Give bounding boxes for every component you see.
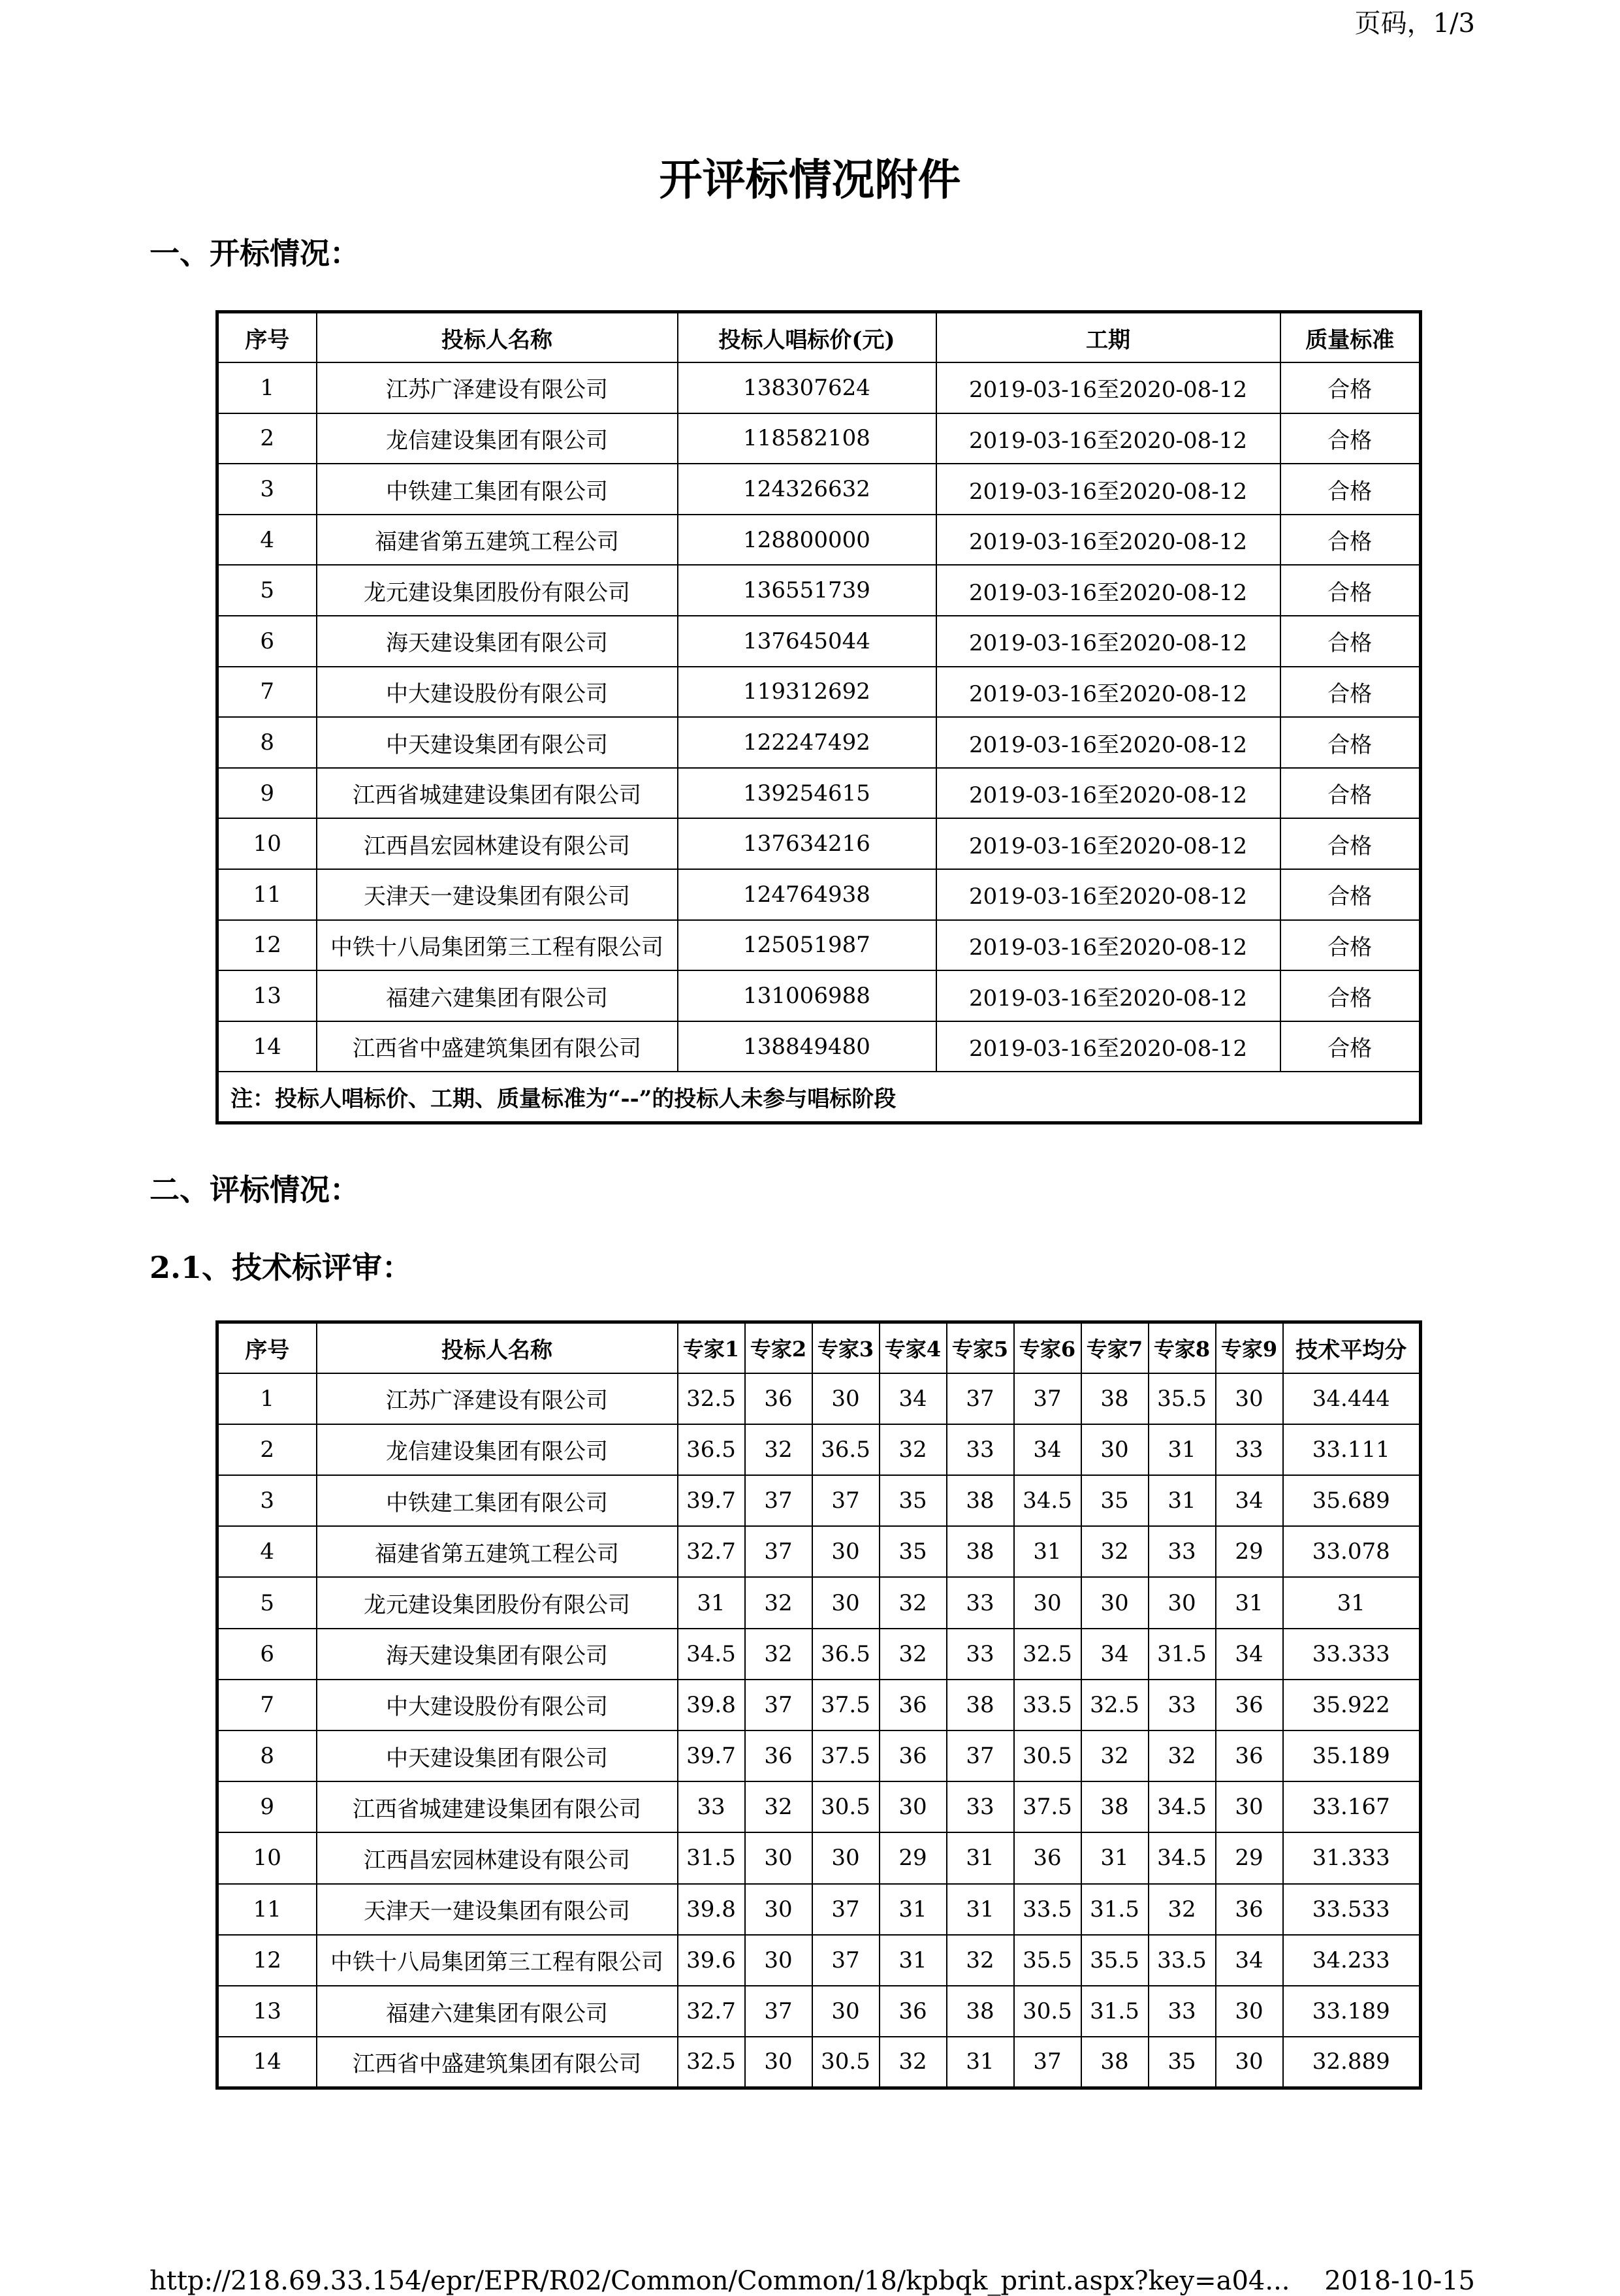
table-cell: 32.5	[1081, 1680, 1149, 1730]
table-cell: 31	[880, 1935, 947, 1986]
table-cell: 39.7	[678, 1475, 745, 1526]
table-row	[217, 1629, 1421, 1680]
table-cell: 131006988	[678, 970, 936, 1021]
table-cell: 30	[1081, 1424, 1149, 1475]
note-row	[217, 1072, 1421, 1123]
table-cell: 30	[1014, 1577, 1081, 1628]
table-cell: 38	[947, 1680, 1014, 1730]
table-cell: 34	[1216, 1475, 1283, 1526]
table-cell: 34.5	[1149, 1781, 1216, 1832]
table-cell: 36.5	[678, 1424, 745, 1475]
table-row	[217, 768, 1421, 819]
table-cell: 33.5	[1014, 1884, 1081, 1935]
table-row	[217, 362, 1421, 413]
table-cell: 31	[1081, 1832, 1149, 1883]
table-cell: 2019-03-16至2020-08-12	[936, 1021, 1280, 1072]
technical-review-header-row	[217, 1322, 1421, 1373]
table-note: 注：投标人唱标价、工期、质量标准为“--”的投标人未参与唱标阶段	[217, 1072, 1421, 1123]
table-cell: 31	[1283, 1577, 1421, 1628]
table-cell: 江西省城建建设集团有限公司	[317, 1781, 678, 1832]
table-cell: 35.922	[1283, 1680, 1421, 1730]
table-cell: 30	[812, 1986, 880, 2037]
table-cell: 龙信建设集团有限公司	[317, 413, 678, 464]
table-cell: 2019-03-16至2020-08-12	[936, 717, 1280, 768]
table-cell: 32	[880, 2037, 947, 2088]
table-cell: 2019-03-16至2020-08-12	[936, 818, 1280, 869]
table-cell: 33	[1216, 1424, 1283, 1475]
table-cell: 1	[217, 1373, 317, 1424]
table-cell: 31	[880, 1884, 947, 1935]
table-cell: 35.5	[1081, 1935, 1149, 1986]
table-cell: 13	[217, 1986, 317, 2037]
table-cell: 32.7	[678, 1986, 745, 2037]
table-cell: 39.6	[678, 1935, 745, 1986]
table-cell: 合格	[1280, 768, 1421, 819]
table-cell: 30.5	[1014, 1986, 1081, 2037]
table-cell: 35.189	[1283, 1730, 1421, 1781]
table-cell: 7	[217, 667, 317, 718]
table-cell: 32.889	[1283, 2037, 1421, 2088]
column-header: 专家9	[1216, 1322, 1283, 1373]
table-cell: 32	[1081, 1730, 1149, 1781]
table-cell: 2	[217, 1424, 317, 1475]
table-cell: 29	[1216, 1832, 1283, 1883]
table-cell: 6	[217, 616, 317, 667]
table-cell: 37	[947, 1373, 1014, 1424]
table-cell: 35	[1081, 1475, 1149, 1526]
table-cell: 119312692	[678, 667, 936, 718]
table-cell: 32	[745, 1781, 812, 1832]
table-cell: 9	[217, 768, 317, 819]
table-cell: 32	[1149, 1730, 1216, 1781]
table-cell: 38	[947, 1475, 1014, 1526]
table-cell: 30.5	[1014, 1730, 1081, 1781]
table-cell: 江苏广泽建设有限公司	[317, 1373, 678, 1424]
table-cell: 31	[1216, 1577, 1283, 1628]
column-header: 序号	[217, 1322, 317, 1373]
table-cell: 30	[812, 1832, 880, 1883]
table-cell: 30	[812, 1526, 880, 1577]
table-cell: 37	[1014, 2037, 1081, 2088]
table-cell: 36	[745, 1373, 812, 1424]
table-row	[217, 1832, 1421, 1883]
table-cell: 海天建设集团有限公司	[317, 1629, 678, 1680]
table-cell: 39.8	[678, 1884, 745, 1935]
table-cell: 3	[217, 1475, 317, 1526]
table-cell: 30	[745, 1832, 812, 1883]
table-cell: 37	[812, 1884, 880, 1935]
table-cell: 33.5	[1149, 1935, 1216, 1986]
column-header: 专家8	[1149, 1322, 1216, 1373]
table-cell: 合格	[1280, 515, 1421, 566]
table-cell: 福建省第五建筑工程公司	[317, 1526, 678, 1577]
footer-date: 2018-10-15	[1324, 2266, 1475, 2296]
column-header: 投标人唱标价(元)	[678, 312, 936, 363]
table-cell: 29	[880, 1832, 947, 1883]
table-cell: 34.5	[678, 1629, 745, 1680]
table-cell: 江西省中盛建筑集团有限公司	[317, 2037, 678, 2088]
table-cell: 2019-03-16至2020-08-12	[936, 667, 1280, 718]
table-cell: 32	[880, 1424, 947, 1475]
table-cell: 龙元建设集团股份有限公司	[317, 565, 678, 616]
table-cell: 江苏广泽建设有限公司	[317, 362, 678, 413]
table-cell: 中铁建工集团有限公司	[317, 464, 678, 515]
table-row	[217, 1475, 1421, 1526]
table-cell: 6	[217, 1629, 317, 1680]
table-cell: 32	[1149, 1884, 1216, 1935]
table-cell: 2019-03-16至2020-08-12	[936, 616, 1280, 667]
table-cell: 31	[947, 1832, 1014, 1883]
table-cell: 12	[217, 920, 317, 971]
table-cell: 8	[217, 717, 317, 768]
table-cell: 34	[1081, 1629, 1149, 1680]
table-cell: 江西昌宏园林建设有限公司	[317, 1832, 678, 1883]
table-cell: 11	[217, 1884, 317, 1935]
table-cell: 30	[1216, 1986, 1283, 2037]
table-cell: 118582108	[678, 413, 936, 464]
table-cell: 35.5	[1014, 1935, 1081, 1986]
table-cell: 35	[880, 1526, 947, 1577]
table-cell: 36	[1014, 1832, 1081, 1883]
table-cell: 13	[217, 970, 317, 1021]
table-cell: 中铁十八局集团第三工程有限公司	[317, 920, 678, 971]
table-cell: 2019-03-16至2020-08-12	[936, 413, 1280, 464]
table-cell: 31.5	[678, 1832, 745, 1883]
table-cell: 29	[1216, 1526, 1283, 1577]
table-cell: 福建省第五建筑工程公司	[317, 515, 678, 566]
table-cell: 37	[812, 1475, 880, 1526]
table-cell: 122247492	[678, 717, 936, 768]
table-cell: 32	[745, 1629, 812, 1680]
table-cell: 33.111	[1283, 1424, 1421, 1475]
table-row	[217, 717, 1421, 768]
table-row	[217, 970, 1421, 1021]
table-cell: 32	[745, 1577, 812, 1628]
column-header: 专家7	[1081, 1322, 1149, 1373]
table-row	[217, 1730, 1421, 1781]
table-cell: 2019-03-16至2020-08-12	[936, 920, 1280, 971]
table-cell: 37.5	[812, 1680, 880, 1730]
table-cell: 江西省中盛建筑集团有限公司	[317, 1021, 678, 1072]
table-cell: 37	[745, 1475, 812, 1526]
table-cell: 125051987	[678, 920, 936, 971]
table-cell: 38	[1081, 1373, 1149, 1424]
table-cell: 32	[880, 1577, 947, 1628]
table-row	[217, 565, 1421, 616]
table-cell: 31	[1149, 1475, 1216, 1526]
table-cell: 34	[1216, 1935, 1283, 1986]
table-cell: 32.5	[1014, 1629, 1081, 1680]
table-cell: 33	[678, 1781, 745, 1832]
column-header: 序号	[217, 312, 317, 363]
table-cell: 33.333	[1283, 1629, 1421, 1680]
table-cell: 31	[1014, 1526, 1081, 1577]
column-header: 专家1	[678, 1322, 745, 1373]
table-cell: 33	[947, 1781, 1014, 1832]
table-row	[217, 1526, 1421, 1577]
table-cell: 36	[1216, 1680, 1283, 1730]
table-cell: 福建六建集团有限公司	[317, 1986, 678, 2037]
table-cell: 36	[745, 1730, 812, 1781]
table-cell: 137645044	[678, 616, 936, 667]
table-cell: 中天建设集团有限公司	[317, 717, 678, 768]
table-cell: 31	[1149, 1424, 1216, 1475]
column-header: 专家6	[1014, 1322, 1081, 1373]
table-cell: 5	[217, 1577, 317, 1628]
table-cell: 37	[947, 1730, 1014, 1781]
table-cell: 36	[880, 1680, 947, 1730]
table-row	[217, 616, 1421, 667]
table-cell: 合格	[1280, 869, 1421, 920]
table-cell: 37	[812, 1935, 880, 1986]
column-header: 质量标准	[1280, 312, 1421, 363]
bid-opening-table	[215, 310, 1422, 1124]
table-cell: 合格	[1280, 464, 1421, 515]
table-cell: 38	[1081, 1781, 1149, 1832]
table-cell: 38	[947, 1986, 1014, 2037]
table-cell: 33.189	[1283, 1986, 1421, 2037]
table-cell: 33.078	[1283, 1526, 1421, 1577]
table-cell: 合格	[1280, 1021, 1421, 1072]
table-cell: 30	[745, 2037, 812, 2088]
table-cell: 2019-03-16至2020-08-12	[936, 970, 1280, 1021]
table-cell: 14	[217, 1021, 317, 1072]
table-cell: 33	[947, 1629, 1014, 1680]
table-cell: 30	[745, 1884, 812, 1935]
table-cell: 中铁建工集团有限公司	[317, 1475, 678, 1526]
table-row	[217, 464, 1421, 515]
table-cell: 2	[217, 413, 317, 464]
table-cell: 10	[217, 818, 317, 869]
table-cell: 33.167	[1283, 1781, 1421, 1832]
table-cell: 33	[947, 1424, 1014, 1475]
table-cell: 36.5	[812, 1629, 880, 1680]
table-cell: 32	[1081, 1526, 1149, 1577]
table-row	[217, 515, 1421, 566]
table-cell: 30	[812, 1577, 880, 1628]
column-header: 技术平均分	[1283, 1322, 1421, 1373]
table-cell: 合格	[1280, 717, 1421, 768]
table-cell: 35	[1149, 2037, 1216, 2088]
table-cell: 海天建设集团有限公司	[317, 616, 678, 667]
table-row	[217, 1373, 1421, 1424]
table-cell: 12	[217, 1935, 317, 1986]
table-cell: 合格	[1280, 616, 1421, 667]
table-cell: 5	[217, 565, 317, 616]
table-cell: 8	[217, 1730, 317, 1781]
table-cell: 36	[1216, 1884, 1283, 1935]
table-cell: 30	[812, 1373, 880, 1424]
table-cell: 合格	[1280, 565, 1421, 616]
table-cell: 33	[1149, 1986, 1216, 2037]
table-cell: 9	[217, 1781, 317, 1832]
table-cell: 2019-03-16至2020-08-12	[936, 565, 1280, 616]
table-cell: 37	[745, 1680, 812, 1730]
column-header: 专家4	[880, 1322, 947, 1373]
table-cell: 合格	[1280, 970, 1421, 1021]
table-cell: 福建六建集团有限公司	[317, 970, 678, 1021]
table-cell: 2019-03-16至2020-08-12	[936, 869, 1280, 920]
bid-opening-header-row	[217, 312, 1421, 363]
section2-heading: 二、评标情况：	[150, 1172, 360, 1207]
table-cell: 2019-03-16至2020-08-12	[936, 362, 1280, 413]
table-cell: 35	[880, 1475, 947, 1526]
table-cell: 35.689	[1283, 1475, 1421, 1526]
table-cell: 37	[1014, 1373, 1081, 1424]
table-row	[217, 1884, 1421, 1935]
table-cell: 34.444	[1283, 1373, 1421, 1424]
column-header: 专家5	[947, 1322, 1014, 1373]
table-cell: 10	[217, 1832, 317, 1883]
table-cell: 1	[217, 362, 317, 413]
table-cell: 34	[880, 1373, 947, 1424]
table-cell: 31.5	[1081, 1986, 1149, 2037]
table-cell: 30	[1216, 2037, 1283, 2088]
table-cell: 江西省城建建设集团有限公司	[317, 768, 678, 819]
table-cell: 38	[1081, 2037, 1149, 2088]
table-cell: 31.5	[1081, 1884, 1149, 1935]
table-cell: 14	[217, 2037, 317, 2088]
table-cell: 30	[1216, 1373, 1283, 1424]
table-cell: 37.5	[812, 1730, 880, 1781]
column-header: 工期	[936, 312, 1280, 363]
table-row	[217, 1781, 1421, 1832]
section1-heading: 一、开标情况：	[150, 236, 360, 271]
table-cell: 124326632	[678, 464, 936, 515]
table-cell: 33.5	[1014, 1680, 1081, 1730]
table-cell: 136551739	[678, 565, 936, 616]
table-cell: 江西昌宏园林建设有限公司	[317, 818, 678, 869]
table-cell: 36	[1216, 1730, 1283, 1781]
table-cell: 30.5	[812, 1781, 880, 1832]
table-cell: 龙信建设集团有限公司	[317, 1424, 678, 1475]
page-number: 页码，1/3	[1354, 8, 1475, 39]
table-cell: 4	[217, 515, 317, 566]
table-cell: 37	[745, 1986, 812, 2037]
table-cell: 32.5	[678, 2037, 745, 2088]
table-cell: 中大建设股份有限公司	[317, 1680, 678, 1730]
table-cell: 38	[947, 1526, 1014, 1577]
table-cell: 34.5	[1014, 1475, 1081, 1526]
table-row	[217, 818, 1421, 869]
table-cell: 32	[880, 1629, 947, 1680]
table-cell: 32	[947, 1935, 1014, 1986]
table-cell: 天津天一建设集团有限公司	[317, 1884, 678, 1935]
table-cell: 30	[1081, 1577, 1149, 1628]
table-cell: 天津天一建设集团有限公司	[317, 869, 678, 920]
table-cell: 4	[217, 1526, 317, 1577]
table-row	[217, 2037, 1421, 2088]
table-row	[217, 1935, 1421, 1986]
table-cell: 34.233	[1283, 1935, 1421, 1986]
section2-subheading: 2.1、技术标评审：	[150, 1250, 413, 1285]
table-cell: 39.8	[678, 1680, 745, 1730]
table-row	[217, 1986, 1421, 2037]
table-cell: 2019-03-16至2020-08-12	[936, 515, 1280, 566]
table-cell: 139254615	[678, 768, 936, 819]
table-row	[217, 1577, 1421, 1628]
table-cell: 3	[217, 464, 317, 515]
table-cell: 30	[1149, 1577, 1216, 1628]
table-cell: 龙元建设集团股份有限公司	[317, 1577, 678, 1628]
table-row	[217, 1021, 1421, 1072]
table-cell: 34	[1014, 1424, 1081, 1475]
table-cell: 合格	[1280, 362, 1421, 413]
table-cell: 138307624	[678, 362, 936, 413]
technical-review-table	[215, 1320, 1422, 2090]
table-cell: 31	[947, 2037, 1014, 2088]
table-row	[217, 413, 1421, 464]
table-cell: 31.5	[1149, 1629, 1216, 1680]
table-cell: 合格	[1280, 667, 1421, 718]
table-cell: 138849480	[678, 1021, 936, 1072]
table-cell: 36	[880, 1986, 947, 2037]
table-row	[217, 1680, 1421, 1730]
table-cell: 128800000	[678, 515, 936, 566]
table-cell: 137634216	[678, 818, 936, 869]
table-cell: 合格	[1280, 818, 1421, 869]
table-cell: 37	[745, 1526, 812, 1577]
table-cell: 7	[217, 1680, 317, 1730]
table-cell: 中铁十八局集团第三工程有限公司	[317, 1935, 678, 1986]
table-row	[217, 1424, 1421, 1475]
table-cell: 37.5	[1014, 1781, 1081, 1832]
table-cell: 32.5	[678, 1373, 745, 1424]
table-cell: 33	[1149, 1526, 1216, 1577]
table-cell: 33	[1149, 1680, 1216, 1730]
table-cell: 36.5	[812, 1424, 880, 1475]
table-cell: 30.5	[812, 2037, 880, 2088]
table-cell: 39.7	[678, 1730, 745, 1781]
column-header: 专家2	[745, 1322, 812, 1373]
table-row	[217, 920, 1421, 971]
table-cell: 中天建设集团有限公司	[317, 1730, 678, 1781]
column-header: 投标人名称	[317, 1322, 678, 1373]
table-cell: 34.5	[1149, 1832, 1216, 1883]
table-cell: 11	[217, 869, 317, 920]
table-cell: 33.533	[1283, 1884, 1421, 1935]
table-cell: 31	[947, 1884, 1014, 1935]
column-header: 专家3	[812, 1322, 880, 1373]
table-row	[217, 667, 1421, 718]
table-cell: 合格	[1280, 413, 1421, 464]
table-cell: 34	[1216, 1629, 1283, 1680]
table-cell: 36	[880, 1730, 947, 1781]
table-cell: 中大建设股份有限公司	[317, 667, 678, 718]
footer-url: http://218.69.33.154/epr/EPR/R02/Common/Common/18/kpbqk_print.aspx?key=a04...	[150, 2266, 1290, 2296]
table-cell: 33	[947, 1577, 1014, 1628]
table-cell: 31.333	[1283, 1832, 1421, 1883]
table-cell: 合格	[1280, 920, 1421, 971]
table-cell: 2019-03-16至2020-08-12	[936, 768, 1280, 819]
table-cell: 32	[745, 1424, 812, 1475]
table-row	[217, 869, 1421, 920]
column-header: 投标人名称	[317, 312, 678, 363]
table-cell: 31	[678, 1577, 745, 1628]
table-cell: 32.7	[678, 1526, 745, 1577]
table-cell: 35.5	[1149, 1373, 1216, 1424]
table-cell: 30	[1216, 1781, 1283, 1832]
page-title: 开评标情况附件	[659, 154, 961, 205]
table-cell: 124764938	[678, 869, 936, 920]
table-cell: 30	[880, 1781, 947, 1832]
table-cell: 2019-03-16至2020-08-12	[936, 464, 1280, 515]
table-cell: 30	[745, 1935, 812, 1986]
